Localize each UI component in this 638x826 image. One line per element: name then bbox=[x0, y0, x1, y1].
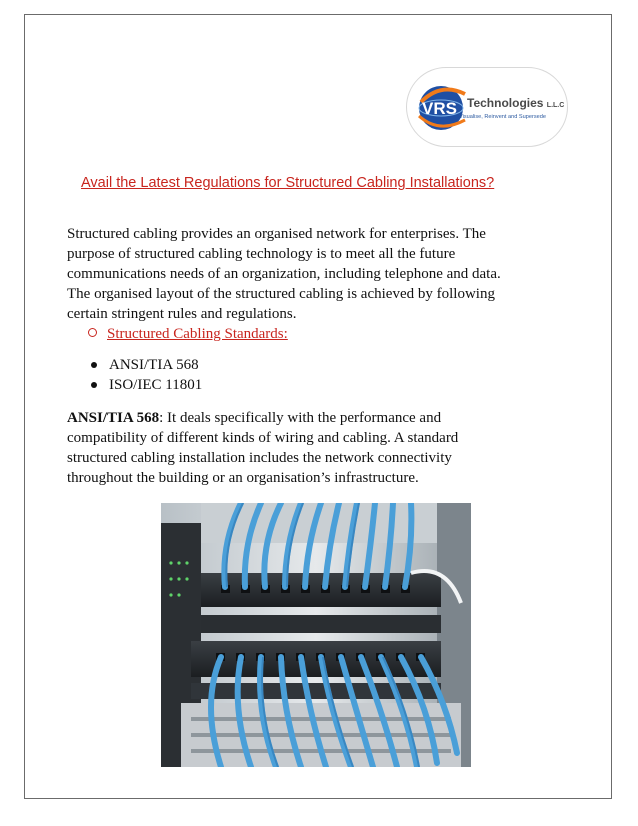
detail-line bbox=[67, 408, 537, 428]
detail-line: compatibility of different kinds of wiring and cabling. A standard bbox=[67, 430, 459, 446]
intro-paragraph bbox=[67, 224, 547, 324]
list-item bbox=[88, 375, 202, 395]
list-item bbox=[88, 355, 202, 375]
bullet-icon bbox=[91, 382, 97, 388]
headline-link[interactable]: Avail the Latest Regulations for Structured Cabling Installations? bbox=[81, 175, 495, 191]
intro-line: The organised layout of the structured cabling is achieved by following bbox=[67, 286, 495, 302]
logo-name bbox=[467, 96, 564, 110]
circle-bullet-icon bbox=[88, 328, 97, 337]
standards-list bbox=[88, 355, 202, 395]
company-logo bbox=[406, 67, 568, 147]
intro-line: Structured cabling provides an organised network for enterprises. The bbox=[67, 226, 486, 242]
detail-line: structured cabling installation includes the network connectivity bbox=[67, 450, 452, 466]
logo-company-name: Technologies bbox=[467, 96, 544, 110]
network-patch-panel-photo-icon bbox=[161, 503, 471, 767]
standard-label: ISO/IEC 11801 bbox=[109, 377, 203, 393]
detail-term: ANSI/TIA 568 bbox=[67, 410, 160, 426]
standards-subheading-link[interactable]: Structured Cabling Standards: bbox=[107, 326, 288, 342]
standards-subheading bbox=[88, 326, 288, 343]
detail-paragraph bbox=[67, 408, 537, 488]
logo-suffix: L.L.C bbox=[546, 102, 565, 109]
standard-label: ANSI/TIA 568 bbox=[109, 357, 199, 373]
globe-logo-icon bbox=[415, 76, 475, 138]
detail-line: throughout the building or an organisation’s infrastructure. bbox=[67, 470, 419, 486]
detail-text: : It deals specifically with the performance and bbox=[159, 410, 442, 426]
logo-tagline: Visualise, Reinvent and Supersede bbox=[459, 114, 546, 120]
intro-line: certain stringent rules and regulations. bbox=[67, 306, 297, 322]
intro-line: purpose of structured cabling technology is to meet all the future bbox=[67, 246, 456, 262]
intro-line: communications needs of an organization, including telephone and data. bbox=[67, 266, 501, 282]
logo-mark-text: VRS bbox=[422, 99, 457, 118]
bullet-icon bbox=[91, 362, 97, 368]
network-rack-photo bbox=[161, 503, 471, 767]
